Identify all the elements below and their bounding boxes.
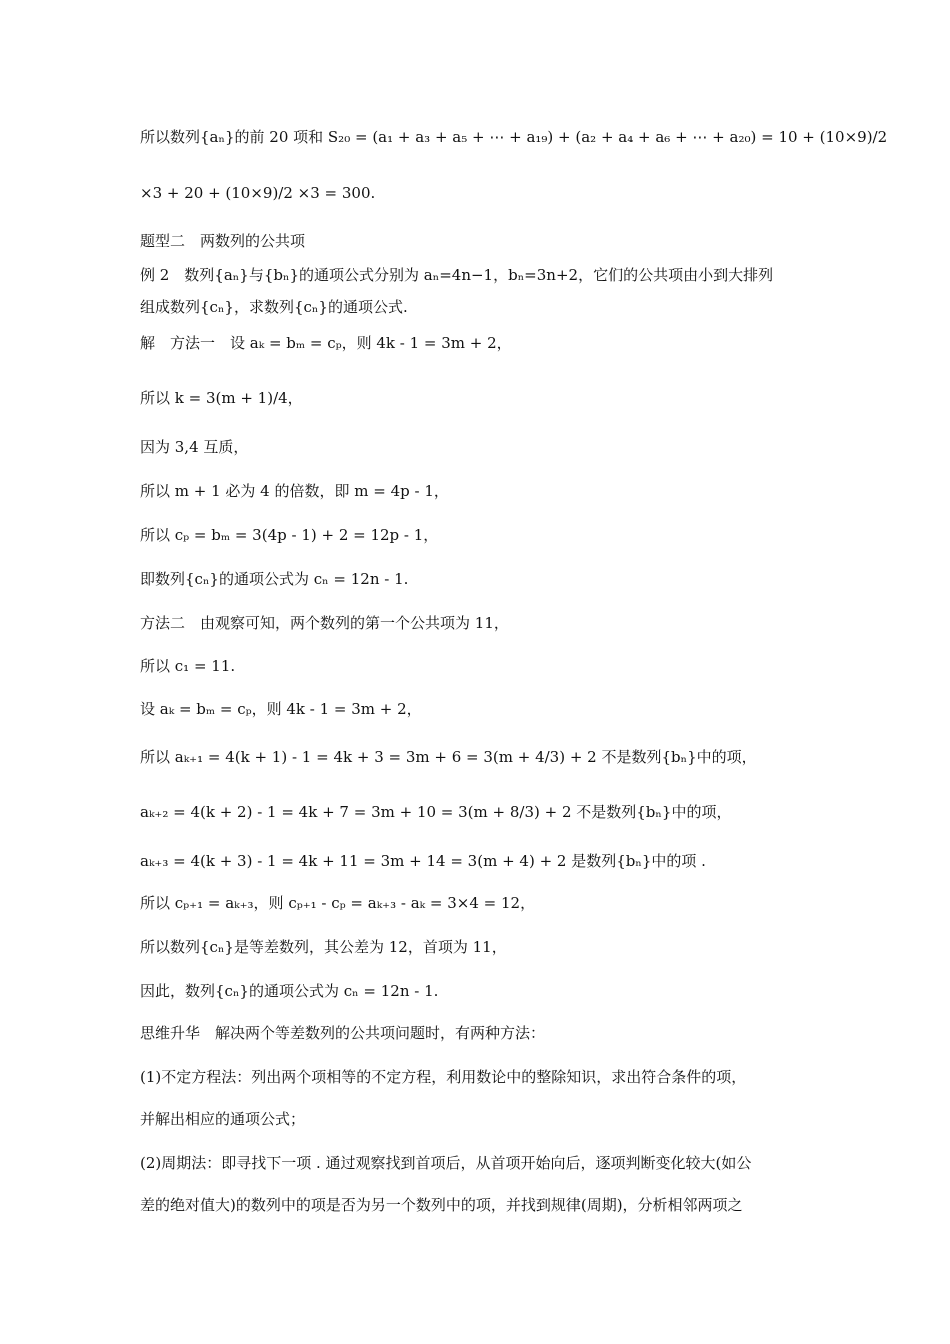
solution-line-cp: 所以 cₚ = bₘ = 3(4p - 1) + 2 = 12p - 1， — [140, 526, 439, 544]
text-line-2: ×3 + 20 + (10×9)/2 ×3 = 300. — [140, 184, 376, 202]
example-2-line-1: 例 2 数列{aₙ}与{bₙ}的通项公式分别为 aₙ=4n−1，bₙ=3n+2，它们的公共项由小到大排列 — [140, 266, 774, 284]
solution-line-arith: 所以数列{cₙ}是等差数列，其公差为 12，首项为 11， — [140, 938, 507, 956]
solution-line-cp1: 所以 cₚ₊₁ = aₖ₊₃，则 cₚ₊₁ - cₚ = aₖ₊₃ - aₖ = 3×4 = 12， — [140, 894, 536, 912]
section-heading: 题型二 两数列的公共项 — [140, 232, 306, 250]
solution-line-c1: 所以 c₁ = 11. — [140, 657, 236, 675]
solution-line-ak3: aₖ₊₃ = 4(k + 3) - 1 = 4k + 11 = 3m + 14 = 3(m + 4) + 2 是数列{bₙ}中的项 . — [140, 852, 706, 870]
summary-heading: 思维升华 解决两个等差数列的公共项问题时，有两种方法： — [140, 1024, 546, 1042]
solution-line-formula: 即数列{cₙ}的通项公式为 cₙ = 12n - 1. — [140, 570, 409, 588]
solution-line-set: 设 aₖ = bₘ = cₚ，则 4k - 1 = 3m + 2， — [140, 700, 422, 718]
solution-line-coprime: 因为 3,4 互质， — [140, 438, 249, 456]
solution-line-ak1: 所以 aₖ₊₁ = 4(k + 1) - 1 = 4k + 3 = 3m + 6 = 3(m + 4/3) + 2 不是数列{bₙ}中的项， — [140, 748, 757, 766]
text-line-1: 所以数列{aₙ}的前 20 项和 S₂₀ = (a₁ + a₃ + a₅ + ⋯ + a₁₉) + (a₂ + a₄ + a₆ + ⋯ + a₂₀) = 10 + (10×9)/2 — [140, 128, 888, 146]
summary-method-1-line-2: 并解出相应的通项公式； — [140, 1110, 306, 1128]
summary-method-2-line-1: (2)周期法：即寻找下一项 . 通过观察找到首项后，从首项开始向后，逐项判断变化较大(如公 — [140, 1154, 752, 1172]
example-2-line-2: 组成数列{cₙ}，求数列{cₙ}的通项公式. — [140, 298, 408, 316]
summary-method-1-line-1: (1)不定方程法：列出两个项相等的不定方程，利用数论中的整除知识，求出符合条件的项， — [140, 1068, 747, 1086]
solution-line-conclusion: 因此，数列{cₙ}的通项公式为 cₙ = 12n - 1. — [140, 982, 439, 1000]
solution-line-k: 所以 k = 3(m + 1)/4， — [140, 389, 303, 407]
summary-method-2-line-2: 差的绝对值大)的数列中的项是否为另一个数列中的项，并找到规律(周期)，分析相邻两项之 — [140, 1196, 743, 1214]
solution-line-multiple: 所以 m + 1 必为 4 的倍数，即 m = 4p - 1， — [140, 482, 449, 500]
solution-line-ak2: aₖ₊₂ = 4(k + 2) - 1 = 4k + 7 = 3m + 10 = 3(m + 8/3) + 2 不是数列{bₙ}中的项， — [140, 803, 732, 821]
solution-method-1: 解 方法一 设 aₖ = bₘ = cₚ，则 4k - 1 = 3m + 2， — [140, 334, 512, 352]
solution-method-2: 方法二 由观察可知，两个数列的第一个公共项为 11， — [140, 614, 509, 632]
